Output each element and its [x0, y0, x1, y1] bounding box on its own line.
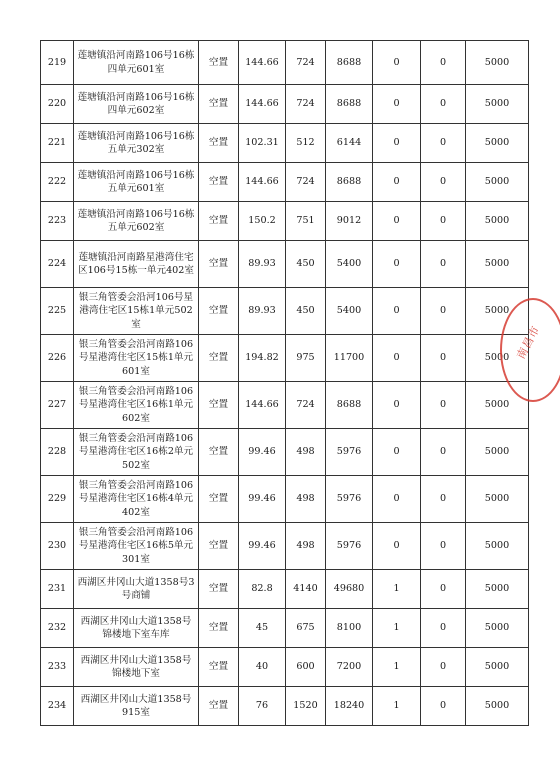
- monthly-cell: 512: [286, 124, 326, 163]
- area-cell: 99.46: [239, 429, 286, 476]
- row-number: 227: [41, 382, 74, 429]
- status-cell: 空置: [199, 163, 239, 202]
- amount-cell: 5000: [466, 288, 529, 335]
- area-cell: 89.93: [239, 241, 286, 288]
- amount-cell: 5000: [466, 648, 529, 687]
- area-cell: 144.66: [239, 382, 286, 429]
- status-cell: 空置: [199, 476, 239, 523]
- col7-cell: 0: [373, 429, 421, 476]
- col8-cell: 0: [421, 41, 466, 85]
- amount-cell: 5000: [466, 202, 529, 241]
- col7-cell: 0: [373, 202, 421, 241]
- status-cell: 空置: [199, 523, 239, 570]
- row-number: 220: [41, 85, 74, 124]
- area-cell: 99.46: [239, 476, 286, 523]
- status-cell: 空置: [199, 41, 239, 85]
- annual-cell: 5400: [326, 241, 373, 288]
- monthly-cell: 600: [286, 648, 326, 687]
- table-row: [41, 41, 529, 85]
- row-number: 221: [41, 124, 74, 163]
- table-row: [41, 288, 529, 335]
- area-cell: 144.66: [239, 41, 286, 85]
- annual-cell: 7200: [326, 648, 373, 687]
- address-cell: 莲塘镇沿河南路106号16栋五单元601室: [74, 163, 199, 202]
- col7-cell: 0: [373, 335, 421, 382]
- table-row: [41, 85, 529, 124]
- status-cell: 空置: [199, 687, 239, 726]
- annual-cell: 11700: [326, 335, 373, 382]
- table-row: [41, 241, 529, 288]
- table-row: [41, 382, 529, 429]
- address-cell: 莲塘镇沿河南路106号16栋四单元602室: [74, 85, 199, 124]
- row-number: 222: [41, 163, 74, 202]
- annual-cell: 5976: [326, 429, 373, 476]
- address-cell: 银三角管委会沿河南路106号星港湾住宅区16栋2单元502室: [74, 429, 199, 476]
- col7-cell: 1: [373, 609, 421, 648]
- area-cell: 76: [239, 687, 286, 726]
- status-cell: 空置: [199, 335, 239, 382]
- status-cell: 空置: [199, 124, 239, 163]
- table-row: [41, 648, 529, 687]
- col8-cell: 0: [421, 687, 466, 726]
- row-number: 231: [41, 570, 74, 609]
- col7-cell: 0: [373, 382, 421, 429]
- col8-cell: 0: [421, 523, 466, 570]
- monthly-cell: 724: [286, 382, 326, 429]
- col8-cell: 0: [421, 85, 466, 124]
- monthly-cell: 724: [286, 41, 326, 85]
- address-cell: 莲塘镇沿河南路106号16栋四单元601室: [74, 41, 199, 85]
- area-cell: 89.93: [239, 288, 286, 335]
- annual-cell: 6144: [326, 124, 373, 163]
- amount-cell: 5000: [466, 523, 529, 570]
- address-cell: 银三角管委会沿河南路106号星港湾住宅区16栋1单元602室: [74, 382, 199, 429]
- col8-cell: 0: [421, 124, 466, 163]
- row-number: 232: [41, 609, 74, 648]
- amount-cell: 5000: [466, 382, 529, 429]
- amount-cell: 5000: [466, 335, 529, 382]
- amount-cell: 5000: [466, 85, 529, 124]
- col7-cell: 0: [373, 41, 421, 85]
- table-body: [41, 41, 529, 726]
- monthly-cell: 724: [286, 85, 326, 124]
- address-cell: 莲塘镇沿河南路106号16栋五单元602室: [74, 202, 199, 241]
- col8-cell: 0: [421, 609, 466, 648]
- row-number: 230: [41, 523, 74, 570]
- monthly-cell: 498: [286, 476, 326, 523]
- property-table: [40, 40, 529, 726]
- seal-text: 南昌市: [514, 323, 543, 362]
- row-number: 226: [41, 335, 74, 382]
- annual-cell: 8688: [326, 41, 373, 85]
- annual-cell: 8100: [326, 609, 373, 648]
- col8-cell: 0: [421, 335, 466, 382]
- col8-cell: 0: [421, 163, 466, 202]
- row-number: 229: [41, 476, 74, 523]
- row-number: 224: [41, 241, 74, 288]
- area-cell: 102.31: [239, 124, 286, 163]
- annual-cell: 8688: [326, 85, 373, 124]
- status-cell: 空置: [199, 202, 239, 241]
- amount-cell: 5000: [466, 687, 529, 726]
- monthly-cell: 4140: [286, 570, 326, 609]
- status-cell: 空置: [199, 609, 239, 648]
- row-number: 219: [41, 41, 74, 85]
- amount-cell: 5000: [466, 124, 529, 163]
- col7-cell: 0: [373, 124, 421, 163]
- col7-cell: 0: [373, 523, 421, 570]
- col8-cell: 0: [421, 648, 466, 687]
- area-cell: 194.82: [239, 335, 286, 382]
- area-cell: 99.46: [239, 523, 286, 570]
- status-cell: 空置: [199, 382, 239, 429]
- monthly-cell: 450: [286, 288, 326, 335]
- annual-cell: 49680: [326, 570, 373, 609]
- col8-cell: 0: [421, 202, 466, 241]
- col7-cell: 1: [373, 687, 421, 726]
- amount-cell: 5000: [466, 570, 529, 609]
- table-row: [41, 202, 529, 241]
- annual-cell: 5976: [326, 476, 373, 523]
- col7-cell: 0: [373, 476, 421, 523]
- amount-cell: 5000: [466, 429, 529, 476]
- table-row: [41, 163, 529, 202]
- col8-cell: 0: [421, 570, 466, 609]
- col7-cell: 0: [373, 241, 421, 288]
- area-cell: 82.8: [239, 570, 286, 609]
- amount-cell: 5000: [466, 163, 529, 202]
- monthly-cell: 450: [286, 241, 326, 288]
- table-row: [41, 476, 529, 523]
- annual-cell: 5400: [326, 288, 373, 335]
- area-cell: 144.66: [239, 85, 286, 124]
- amount-cell: 5000: [466, 241, 529, 288]
- table-row: [41, 335, 529, 382]
- monthly-cell: 1520: [286, 687, 326, 726]
- annual-cell: 8688: [326, 163, 373, 202]
- table-row: [41, 523, 529, 570]
- area-cell: 40: [239, 648, 286, 687]
- annual-cell: 8688: [326, 382, 373, 429]
- monthly-cell: 751: [286, 202, 326, 241]
- status-cell: 空置: [199, 241, 239, 288]
- annual-cell: 9012: [326, 202, 373, 241]
- status-cell: 空置: [199, 85, 239, 124]
- col8-cell: 0: [421, 476, 466, 523]
- row-number: 225: [41, 288, 74, 335]
- address-cell: 西湖区井冈山大道1358号锦楼地下室车库: [74, 609, 199, 648]
- area-cell: 45: [239, 609, 286, 648]
- address-cell: 银三角管委会沿河南路106号星港湾住宅区16栋4单元402室: [74, 476, 199, 523]
- address-cell: 西湖区井冈山大道1358号锦楼地下室: [74, 648, 199, 687]
- col7-cell: 0: [373, 85, 421, 124]
- address-cell: 莲塘镇沿河南路星港湾住宅区106号15栋一单元402室: [74, 241, 199, 288]
- address-cell: 银三角管委会沿河南路106号星港湾住宅区15栋1单元601室: [74, 335, 199, 382]
- row-number: 223: [41, 202, 74, 241]
- table-row: [41, 687, 529, 726]
- status-cell: 空置: [199, 429, 239, 476]
- status-cell: 空置: [199, 570, 239, 609]
- col7-cell: 0: [373, 163, 421, 202]
- table-row: [41, 609, 529, 648]
- monthly-cell: 975: [286, 335, 326, 382]
- table-row: [41, 124, 529, 163]
- monthly-cell: 675: [286, 609, 326, 648]
- row-number: 234: [41, 687, 74, 726]
- row-number: 233: [41, 648, 74, 687]
- annual-cell: 5976: [326, 523, 373, 570]
- monthly-cell: 498: [286, 523, 326, 570]
- amount-cell: 5000: [466, 41, 529, 85]
- monthly-cell: 724: [286, 163, 326, 202]
- col7-cell: 1: [373, 648, 421, 687]
- row-number: 228: [41, 429, 74, 476]
- area-cell: 150.2: [239, 202, 286, 241]
- address-cell: 银三角管委会沿河106号星港湾住宅区15栋1单元502室: [74, 288, 199, 335]
- status-cell: 空置: [199, 288, 239, 335]
- amount-cell: 5000: [466, 476, 529, 523]
- annual-cell: 18240: [326, 687, 373, 726]
- address-cell: 西湖区井冈山大道1358号3号商铺: [74, 570, 199, 609]
- col7-cell: 0: [373, 288, 421, 335]
- address-cell: 银三角管委会沿河南路106号星港湾住宅区16栋5单元301室: [74, 523, 199, 570]
- table-row: [41, 429, 529, 476]
- col8-cell: 0: [421, 241, 466, 288]
- address-cell: 莲塘镇沿河南路106号16栋五单元302室: [74, 124, 199, 163]
- table-row: [41, 570, 529, 609]
- col8-cell: 0: [421, 429, 466, 476]
- monthly-cell: 498: [286, 429, 326, 476]
- col8-cell: 0: [421, 288, 466, 335]
- area-cell: 144.66: [239, 163, 286, 202]
- status-cell: 空置: [199, 648, 239, 687]
- amount-cell: 5000: [466, 609, 529, 648]
- col8-cell: 0: [421, 382, 466, 429]
- col7-cell: 1: [373, 570, 421, 609]
- address-cell: 西湖区井冈山大道1358号915室: [74, 687, 199, 726]
